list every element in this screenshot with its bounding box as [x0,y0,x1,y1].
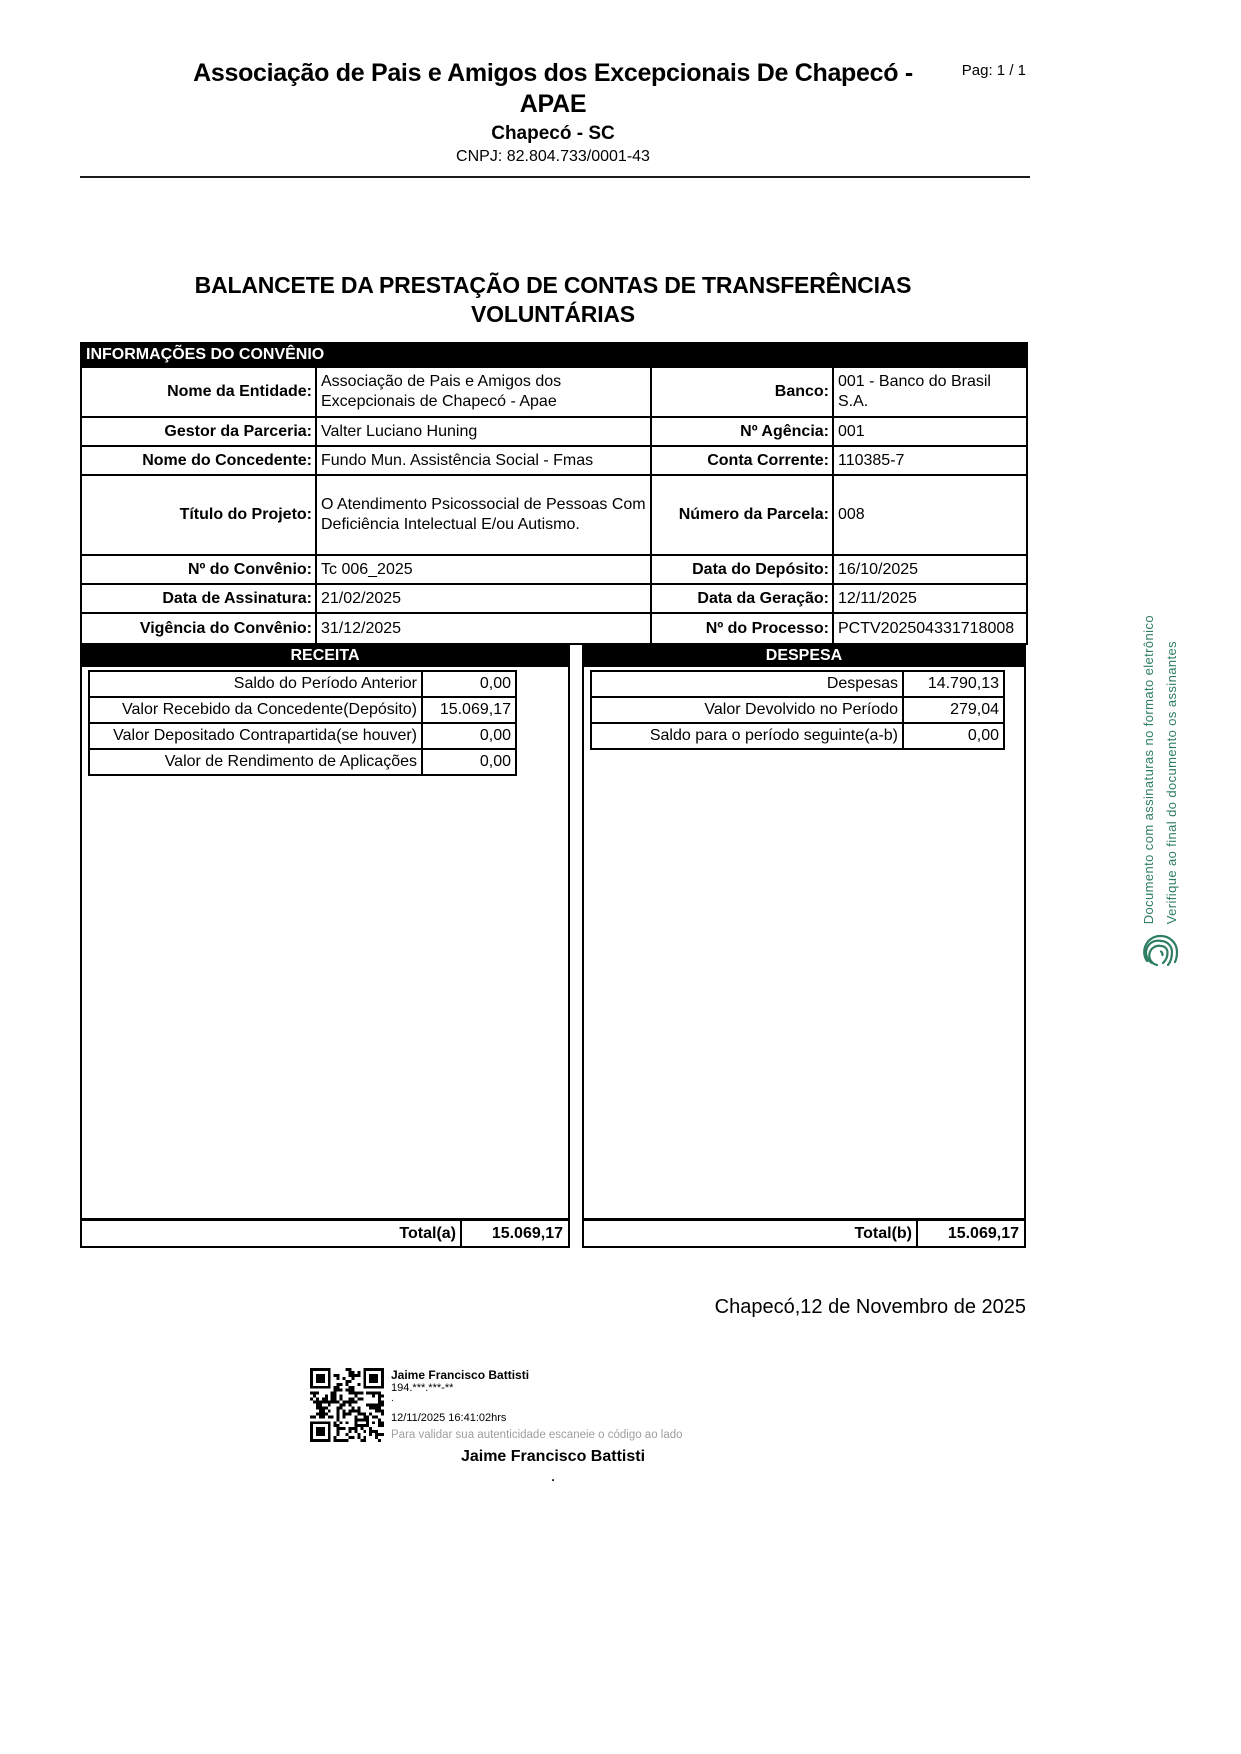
despesa-total-row [582,1218,1026,1248]
receita-total-value: 15.069,17 [460,1221,568,1246]
despesa-row-value: 14.790,13 [903,671,1004,697]
despesa-row-label: Despesas [591,671,903,697]
value-banco: 001 - Banco do Brasil S.A. [833,367,1027,417]
despesa-row-label: Valor Devolvido no Período [591,697,903,723]
despesa-panel [582,645,1026,1248]
despesa-total-value: 15.069,17 [916,1221,1024,1246]
despesa-row-value: 0,00 [903,723,1004,749]
value-concedente: Fundo Mun. Assistência Social - Fmas [316,446,651,475]
document-header [80,58,1026,166]
signature-datetime: 12/11/2025 16:41:02hrs [391,1412,507,1424]
entity-title-line-1: Associação de Pais e Amigos dos Excepcionais De Chapecó - [193,59,913,87]
entity-city-state: Chapecó - SC [491,123,615,144]
entity-cnpj: CNPJ: 82.804.733/0001-43 [456,148,650,165]
label-data-geracao: Data da Geração: [651,584,833,613]
label-agencia: Nº Agência: [651,417,833,446]
signature-cpf-masked: 194.***.***-** [391,1382,454,1394]
value-agencia: 001 [833,417,1027,446]
label-processo: Nº do Processo: [651,613,833,644]
signature-stamp-text [391,1368,683,1442]
label-concedente: Nome do Concedente: [81,446,316,475]
despesa-section-title: DESPESA [582,645,1026,667]
value-numero-parcela: 008 [833,475,1027,555]
value-numero-convenio: Tc 006_2025 [316,555,651,584]
convenio-section-title: INFORMAÇÕES DO CONVÊNIO [81,343,1027,367]
signature-dot: . [391,1393,394,1404]
table-row [591,671,1004,697]
header-divider [80,176,1030,178]
receita-section-title: RECEITA [80,645,570,667]
label-conta-corrente: Conta Corrente: [651,446,833,475]
receita-row-label: Valor de Rendimento de Aplicações [89,749,422,775]
value-data-geracao: 12/11/2025 [833,584,1027,613]
signature-stamp [310,1368,683,1442]
qr-code [310,1368,384,1442]
value-vigencia: 31/12/2025 [316,613,651,644]
value-data-assinatura: 21/02/2025 [316,584,651,613]
value-nome-entidade: Associação de Pais e Amigos dos Excepcionais de Chapecó - Apae [316,367,651,417]
esign-sidebar-line-1: Documento com assinaturas no formato eletrônico [1141,614,1156,924]
table-row [89,749,516,775]
signature-name: Jaime Francisco Battisti [391,1368,530,1382]
signer-name-dot: . [551,1470,555,1484]
label-gestor-parceria: Gestor da Parceria: [81,417,316,446]
despesa-row-value: 279,04 [903,697,1004,723]
value-gestor-parceria: Valter Luciano Huning [316,417,651,446]
receita-panel [80,645,570,1248]
receita-row-value: 0,00 [422,749,516,775]
signature-validation-hint: Para validar sua autenticidade escaneie o código ao lado [391,1429,683,1441]
label-data-deposito: Data do Depósito: [651,555,833,584]
label-vigencia: Vigência do Convênio: [81,613,316,644]
label-banco: Banco: [651,367,833,417]
receita-total-label: Total(a) [399,1224,456,1242]
signer-name: Jaime Francisco Battisti [460,1448,646,1465]
receita-row-label: Saldo do Período Anterior [89,671,422,697]
value-conta-corrente: 110385-7 [833,446,1027,475]
label-numero-convenio: Nº do Convênio: [81,555,316,584]
entity-title-line-2: APAE [519,90,587,118]
document-date-line: Chapecó,12 de Novembro de 2025 [714,1296,1026,1318]
despesa-body [582,667,1026,1218]
receita-row-value: 15.069,17 [422,697,516,723]
receita-row-label: Valor Recebido da Concedente(Depósito) [89,697,422,723]
value-processo: PCTV202504331718008 [833,613,1027,644]
page-number: Pag: 1 / 1 [961,62,1026,79]
receita-row-value: 0,00 [422,723,516,749]
receita-body [80,667,570,1218]
despesa-rows [590,670,1005,750]
convenio-info-table [80,342,1028,645]
table-row [591,697,1004,723]
table-row [89,723,516,749]
table-row [591,723,1004,749]
receita-rows [88,670,517,776]
document-title: BALANCETE DA PRESTAÇÃO DE CONTAS DE TRANSFERÊNCIAS VOLUNTÁRIAS [194,272,912,327]
fingerprint-icon [1139,930,1183,974]
label-titulo-projeto: Título do Projeto: [81,475,316,555]
despesa-total-label: Total(b) [854,1224,912,1242]
label-nome-entidade: Nome da Entidade: [81,367,316,417]
esign-sidebar [1140,520,1181,924]
value-titulo-projeto: O Atendimento Psicossocial de Pessoas Com Deficiência Intelectual E/ou Autismo. [316,475,651,555]
table-row [89,671,516,697]
financial-section [80,645,1026,1248]
receita-row-label: Valor Depositado Contrapartida(se houver) [89,723,422,749]
despesa-row-label: Saldo para o período seguinte(a-b) [591,723,903,749]
value-data-deposito: 16/10/2025 [833,555,1027,584]
label-numero-parcela: Número da Parcela: [651,475,833,555]
receita-total-row [80,1218,570,1248]
table-row [89,697,516,723]
label-data-assinatura: Data de Assinatura: [81,584,316,613]
esign-sidebar-line-2: Verifique ao final do documento os assinantes [1164,640,1179,924]
receita-row-value: 0,00 [422,671,516,697]
